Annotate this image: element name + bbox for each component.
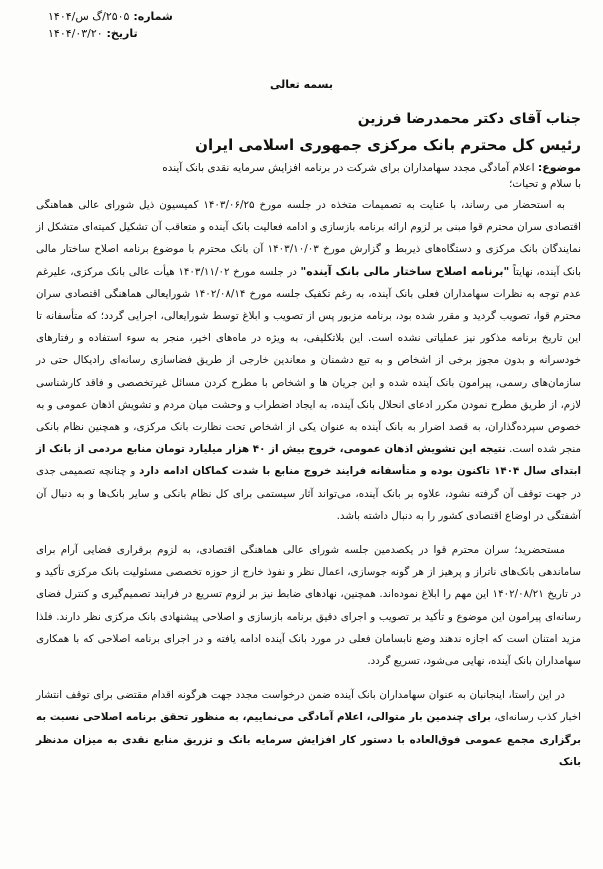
subject-label: موضوع: <box>537 161 581 174</box>
recipient-block <box>195 106 581 158</box>
paragraph-1-part-a: به استحضار می رساند، با عنایت به تصمیمات متخذه در جلسه مورخ ۱۴۰۳/۰۶/۲۵ کمیسیون ذیل شورای عالی هماهنگی اقتصادی سران محترم قوا مبنی بر لزوم ارائه برنامه بازسازی و ادامه فعالیت بانک آینده و متعاقب آن تشکیل کمیته‌ای متشکل از نمایندگان بانک مرکزی و دستگاه‌های ذیربط و گزارش مورخ ۱۴۰۳/۱۰/۰۳ آن بانک محترم با موضوع برنامه اصلاح ساختار مالی بانک آینده، نهایتاً <box>36 199 582 278</box>
paragraph-1 <box>36 194 581 527</box>
program-title: "برنامه اصلاح ساختار مالی بانک آینده" <box>300 264 510 278</box>
recipient-name: جناب آقای دکتر محمدرضا فرزین <box>357 111 581 127</box>
outflow-statement: نتیجه این تشویش اذهان عمومی، خروج بیش از ۴۰ هزار میلیارد تومان منابع مردمی از بانک از ابتدای سال ۱۴۰۴ تاکنون بوده و متأسفانه فرایند خروج منابع با شدت کماکان ادامه دارد <box>36 443 581 478</box>
letter-number <box>48 8 173 25</box>
readiness-statement: برای چندمین بار متوالی، اعلام آمادگی می‌نماییم، به منظور تحقق برنامه اصلاحی نسبت به برگزاری مجمع عمومی فوق‌العاده با دستور کار افزایش سرمایه بانک و تزریق منابع نقدی به میزان مدنظر بانک <box>36 711 581 768</box>
paragraph-3 <box>36 684 581 773</box>
paragraph-3-part-a: در این راستا، اینجانبان به عنوان سهامداران بانک آینده ضمن درخواست مجدد جهت هرگونه اقدام مقتضی برای توقف انتشار اخبار کذب رسانه‌ای، <box>36 689 582 724</box>
subject-line <box>40 160 581 176</box>
letter-body <box>36 194 581 777</box>
paragraph-1-part-c: و چنانچه تصمیمی جدی در جهت توقف آن گرفته نشود، علاوه بر بانک آینده، می‌تواند آثار سیستمی برای کل نظام بانکی و سایر بانک‌ها و به دنبال آن آشفتگی در اوضاع اقتصادی کشور را به دنبال داشته باشد. <box>36 465 581 522</box>
letter-date-value: ۱۴۰۴/۰۳/۲۰ <box>48 27 103 40</box>
recipient-position: رئیس کل محترم بانک مرکزی جمهوری اسلامی ایران <box>195 136 581 154</box>
greeting: با سلام و تحیات؛ <box>508 178 581 190</box>
letter-meta <box>48 8 173 42</box>
paragraph-1-part-b: در جلسه مورخ ۱۴۰۳/۱۱/۰۲ هیأت عالی بانک مرکزی، علیرغم عدم توجه به نظرات سهامداران فعلی بانک آینده، به رغم تکفیک جلسه مورخ ۱۴۰۲/۰۸/۱۴ شورایعالی هماهنگی اقتصادی سران محترم قوا، تصویب گردید و مقرر شده بود، برنامه مزبور پس از تصویب و ابلاغ توسط شورایعالی، اجرایی گردد؛ که متأسفانه تا این تاریخ برنامه مذکور نیز عملیاتی نشده است. این بلاتکلیفی، به ویژه در ماه‌های اخیر، منجر به سوء استفاده و رفتارهای خودسرانه و بدون مجوز برخی از اشخاص و به تبع دشمنان و معاندین خارجی از طریق فضاسازی رسانه‌ای رادیکال حتی در سازمان‌های رسمی، پیرامون بانک آینده شده و این جریان ها و اشخاص با مطرح کردن مسائل غیرتخصصی و فاقد کارشناسی لازم، از طریق مطرح نمودن مکرر ادعای انحلال بانک آینده، به ایجاد اضطراب و وحشت میان مردم و تشویش اذهان عمومی و به خصوص سپرده‌گذاران، به قصد اضرار به بانک آینده به عنوان یکی از اشخاص تحت نظارت بانک مرکزی، و همچنین نظام بانکی منجر شده است. <box>36 265 582 456</box>
letter-date-label: تاریخ: <box>106 27 138 40</box>
subject-text: اعلام آمادگی مجدد سهامداران برای شرکت در برنامه افزایش سرمایه نقدی بانک آینده <box>162 162 535 174</box>
letter-number-label: شماره: <box>133 10 173 23</box>
letter-title: بسمه تعالی <box>270 78 333 91</box>
paragraph-2: مستحضرید؛ سران محترم قوا در یکصدمین جلسه شورای عالی هماهنگی اقتصادی، به لزوم برقراری فضایی آرام برای ساماندهی بانک‌های ناتراز و پرهیز از هر گونه جوسازی، اعمال نظر و نفوذ خارج از حوزه تخصصی مسئولیت بانک مرکزی تأکید و در تاریخ ۱۴۰۲/۰۸/۲۱ این مهم را ابلاغ نموده‌اند. همچنین، نهادهای ضابط نیز بر لزوم تسریع در فرایند تصمیم‌گیری و کنترل فضای رسانه‌ای پیرامون این موضوع و تأکید بر تصویب و اجرای دقیق برنامه بازسازی و اصلاحی پیشنهادی بانک مرکزی نظر دارند. فلذا مزید امتنان است که اجازه ندهند وضع نابسامان فعلی در مورد بانک آینده ادامه یافته و در اجرای برنامه اصلاحی که با همکاری سهامداران بانک آینده، نهایی می‌شود، تسریع گردد. <box>36 544 582 668</box>
letter-date <box>48 25 173 42</box>
subject-block <box>40 160 581 192</box>
letter-number-value: ۲۵۰۵/گ س/۱۴۰۴ <box>48 10 130 23</box>
